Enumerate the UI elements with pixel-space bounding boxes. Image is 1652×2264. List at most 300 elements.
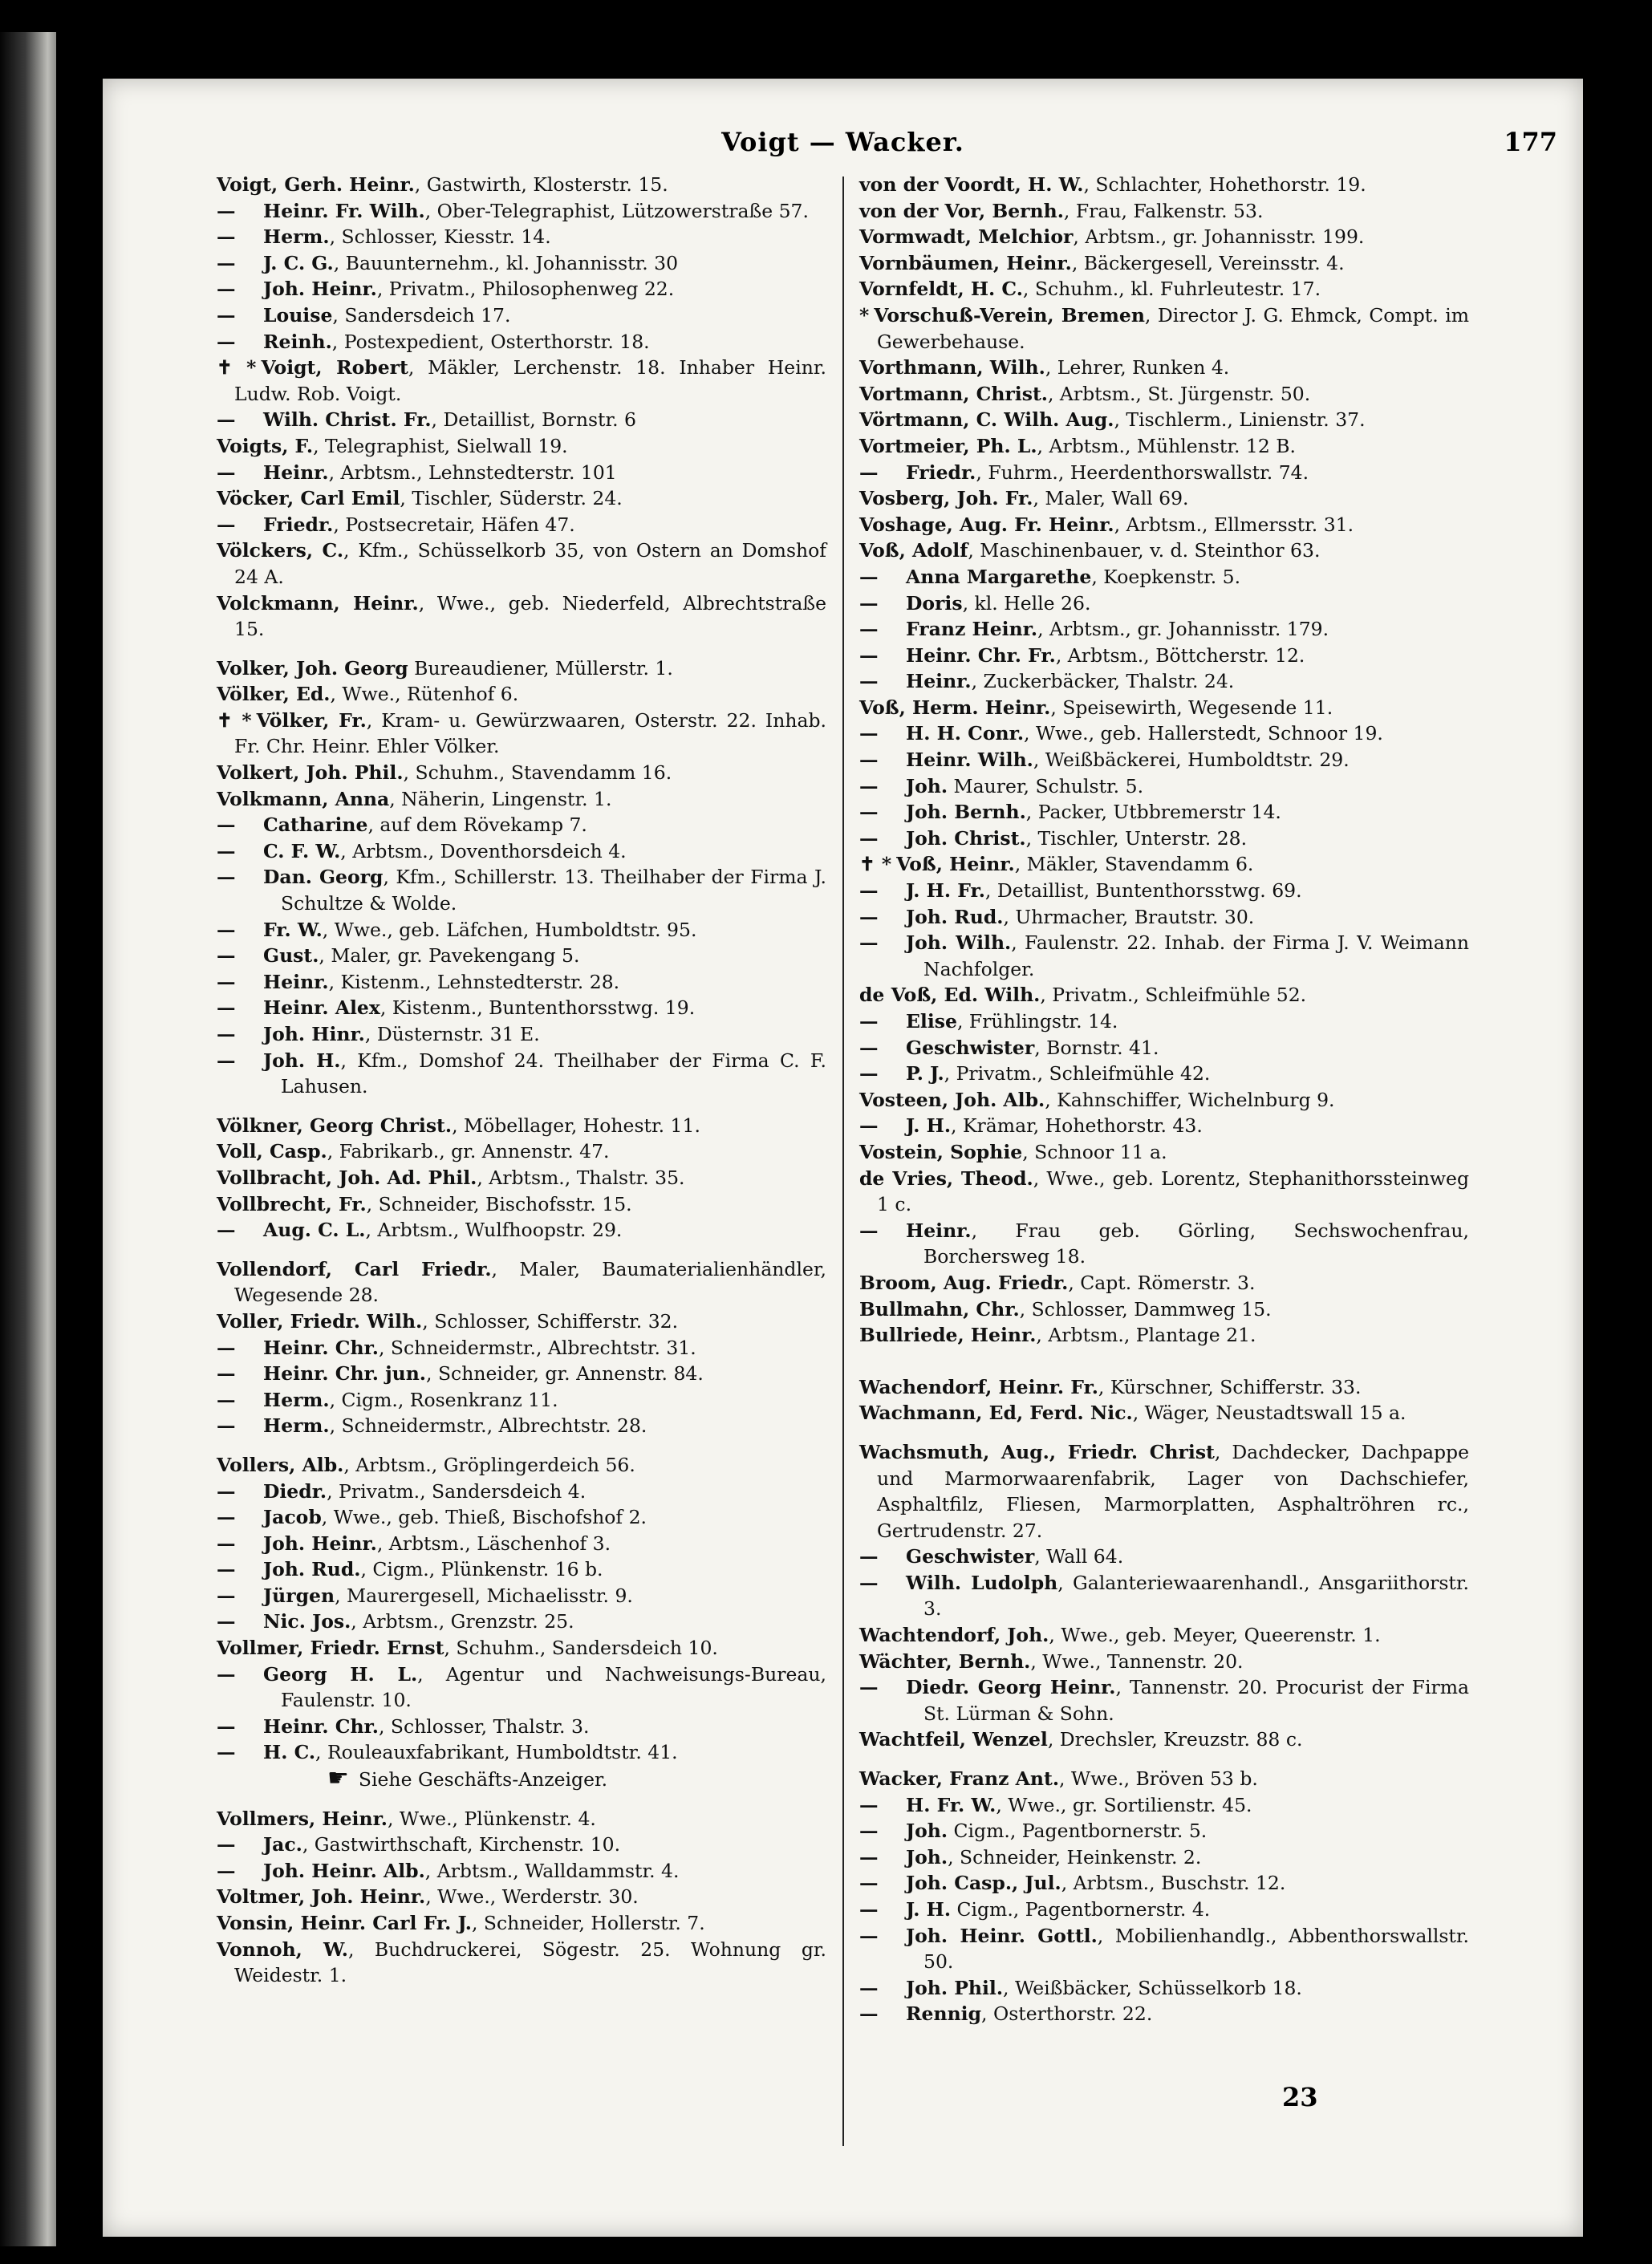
entry-details: , Arbtsm., St. Jürgenstr. 50. xyxy=(1047,382,1311,405)
entry-details: , Uhrmacher, Brautstr. 30. xyxy=(1003,905,1255,928)
entry-details: , Tischler, Unterstr. 28. xyxy=(1025,826,1248,850)
ditto-dash: — xyxy=(217,996,236,1020)
entry-name: Vollendorf, Carl Friedr. xyxy=(217,1257,492,1280)
entry-details: , Wwe., Rütenhof 6. xyxy=(330,683,519,706)
entry-details: , Näherin, Lingenstr. 1. xyxy=(389,787,612,810)
directory-entry xyxy=(859,1622,1469,1649)
entry-name: Vollers, Alb. xyxy=(217,1453,344,1476)
entry-name: Voß, Heinr. xyxy=(896,853,1015,876)
entry-details: , Schlosser, Dammweg 15. xyxy=(1019,1297,1272,1321)
directory-entry xyxy=(859,355,1469,381)
directory-entry xyxy=(859,407,1469,433)
entry-details: , Privatm., Schleifmühle 42. xyxy=(944,1062,1211,1085)
entry-details: , Tannenstr. 20. Procurist der Firma St. Lürman & Sohn. xyxy=(923,1676,1469,1725)
directory-entry xyxy=(859,302,1469,355)
directory-entry xyxy=(859,720,1469,747)
entry-name: Vollmer, Friedr. Ernst xyxy=(217,1637,444,1660)
entry-name: Vosberg, Joh. Fr. xyxy=(859,487,1033,510)
entry-name: Vonsin, Heinr. Carl Fr. J. xyxy=(217,1912,472,1934)
entry-details: , Privatm., Schleifmühle 52. xyxy=(1040,984,1307,1007)
ditto-dash: — xyxy=(217,866,236,889)
printer-signature: 23 xyxy=(1282,2082,1318,2112)
entry-name: Broom, Aug. Friedr. xyxy=(859,1271,1069,1294)
entry-name: Jürgen xyxy=(263,1584,335,1607)
ditto-dash: — xyxy=(217,1362,236,1386)
ditto-dash: — xyxy=(217,1049,236,1072)
ditto-dash: — xyxy=(859,565,879,588)
entry-details: Cigm., Pagentbornerstr. 5. xyxy=(948,1820,1208,1843)
entry-mark: ✝ * xyxy=(217,708,252,732)
directory-entry xyxy=(217,1479,826,1505)
entry-details: , Wwe., geb. Thieß, Bischofshof 2. xyxy=(321,1506,647,1529)
directory-entry xyxy=(217,1335,826,1361)
entry-name: de Vries, Theod. xyxy=(859,1166,1033,1190)
directory-entry xyxy=(217,1048,826,1100)
entry-name: Vorschuß-Verein, Bremen xyxy=(874,303,1145,327)
directory-entry xyxy=(859,668,1469,695)
entry-details: , Schlosser, Kiesstr. 14. xyxy=(329,225,551,249)
ditto-dash: — xyxy=(859,643,879,667)
directory-entry xyxy=(859,1674,1469,1726)
directory-entry xyxy=(217,681,826,708)
directory-entry xyxy=(217,760,826,786)
column-divider xyxy=(842,176,844,2146)
entry-name: Doris xyxy=(906,591,963,615)
entry-name: Völckers, C. xyxy=(217,539,344,562)
ditto-dash: — xyxy=(859,1062,879,1085)
directory-entry xyxy=(217,1504,826,1531)
entry-details: , Tischler, Süderstr. 24. xyxy=(400,487,623,510)
entry-details: , Maler, gr. Pavekengang 5. xyxy=(319,944,580,968)
directory-entry xyxy=(859,1923,1469,1975)
directory-entry xyxy=(217,1413,826,1439)
entry-details: , Ober-Telegraphist, Lützowerstraße 57. xyxy=(424,199,809,222)
directory-entry xyxy=(217,1583,826,1609)
entry-details: , Schneidermstr., Albrechtstr. 31. xyxy=(378,1336,696,1359)
entry-name: Bullmahn, Chr. xyxy=(859,1297,1020,1321)
directory-entry xyxy=(859,512,1469,538)
directory-entry xyxy=(217,172,826,198)
entry-name: Wachmann, Ed, Ferd. Nic. xyxy=(859,1402,1133,1425)
ditto-dash: — xyxy=(859,1820,879,1843)
entry-details: , Wwe., Werderstr. 30. xyxy=(425,1885,639,1909)
directory-entry xyxy=(217,1191,826,1218)
entry-name: Wächter, Bernh. xyxy=(859,1649,1031,1673)
directory-entry xyxy=(859,224,1469,250)
entry-name: Fr. W. xyxy=(263,918,323,941)
ditto-dash: — xyxy=(859,1219,879,1242)
directory-entry xyxy=(859,982,1469,1008)
directory-entry xyxy=(859,590,1469,617)
ditto-dash: — xyxy=(859,931,879,955)
entry-details: , Mäkler, Lerchenstr. 18. Inhaber Heinr. Ludw. Rob. Voigt. xyxy=(234,356,826,405)
ditto-dash: — xyxy=(859,1676,879,1699)
directory-entry xyxy=(217,1806,826,1832)
ditto-dash: — xyxy=(217,1388,236,1411)
entry-details: , Maschinenbauer, v. d. Steinthor 63. xyxy=(968,539,1321,562)
directory-entry xyxy=(859,1218,1469,1270)
entry-name: Voller, Friedr. Wilh. xyxy=(217,1309,423,1333)
entry-details: , Cigm., Rosenkranz 11. xyxy=(329,1388,558,1411)
ditto-dash: — xyxy=(217,1219,236,1242)
directory-entry xyxy=(859,747,1469,773)
entry-name: Wilh. Ludolph xyxy=(906,1571,1058,1594)
ditto-dash: — xyxy=(217,461,236,484)
ditto-dash: — xyxy=(859,1976,879,1999)
entry-details: , Postexpedient, Osterthorstr. 18. xyxy=(331,330,650,353)
directory-entry xyxy=(859,250,1469,277)
ditto-dash: — xyxy=(217,199,236,222)
entry-details: , Arbtsm., Walldammstr. 4. xyxy=(424,1859,680,1882)
entry-name: Reinh. xyxy=(263,330,332,353)
entry-details: , Wwe., geb. Hallerstedt, Schnoor 19. xyxy=(1024,722,1383,745)
entry-details: , Kahnschiffer, Wichelnburg 9. xyxy=(1045,1088,1335,1111)
entry-name: Voigt, Gerh. Heinr. xyxy=(217,173,415,196)
pointing-hand-icon: ☛ xyxy=(327,1764,349,1793)
directory-entry xyxy=(859,616,1469,643)
entry-details: , Krämar, Hohethorstr. 43. xyxy=(951,1114,1203,1138)
entry-details: , Arbtsm., Buschstr. 12. xyxy=(1061,1872,1286,1895)
directory-entry xyxy=(217,864,826,916)
ditto-dash: — xyxy=(217,813,236,837)
entry-details: , Schneidermstr., Albrechtstr. 28. xyxy=(329,1414,647,1438)
directory-page xyxy=(103,79,1583,2237)
directory-entry xyxy=(217,655,826,682)
ditto-dash: — xyxy=(859,801,879,824)
entry-gap xyxy=(217,643,826,655)
ditto-dash: — xyxy=(859,879,879,903)
ditto-dash: — xyxy=(859,1571,879,1594)
ditto-dash: — xyxy=(217,1741,236,1764)
ditto-dash: — xyxy=(859,1793,879,1816)
entry-details: , Arbtsm., Böttcherstr. 12. xyxy=(1055,643,1305,667)
ditto-dash: — xyxy=(217,278,236,301)
directory-entry xyxy=(217,969,826,996)
ditto-dash: — xyxy=(217,1532,236,1555)
entry-gap xyxy=(217,1439,826,1452)
ditto-dash: — xyxy=(859,774,879,797)
entry-details: , Schneider, Hollerstr. 7. xyxy=(471,1912,705,1934)
entry-details: , Schuhm., Stavendamm 16. xyxy=(403,761,672,785)
entry-name: Heinr. xyxy=(263,970,329,993)
ditto-dash: — xyxy=(859,670,879,693)
entry-details: , Arbtsm., Grenzstr. 25. xyxy=(351,1610,574,1633)
entry-name: Heinr. Chr. jun. xyxy=(263,1362,426,1386)
entry-details: , Frühlingstr. 14. xyxy=(956,1010,1118,1033)
directory-entry xyxy=(217,1138,826,1165)
directory-entry xyxy=(217,1531,826,1557)
ditto-dash: — xyxy=(217,303,236,327)
directory-entry xyxy=(859,1400,1469,1426)
entry-details: , Rouleauxfabrikant, Humboldtstr. 41. xyxy=(315,1741,678,1764)
entry-details: , Schuhm., kl. Fuhrleutestr. 17. xyxy=(1022,278,1321,301)
entry-name: Heinr. Fr. Wilh. xyxy=(263,199,425,222)
directory-entry xyxy=(859,1649,1469,1675)
entry-name: Friedr. xyxy=(906,461,976,484)
entry-details: , Postsecretair, Häfen 47. xyxy=(333,513,575,536)
entry-name: Vörtmann, C. Wilh. Aug. xyxy=(859,408,1114,432)
entry-details: Cigm., Pagentbornerstr. 4. xyxy=(951,1898,1211,1921)
directory-entry xyxy=(859,485,1469,512)
entry-name: Voigts, F. xyxy=(217,434,314,457)
directory-entry xyxy=(217,485,826,512)
directory-entry xyxy=(217,590,826,643)
directory-entry xyxy=(217,1937,826,1989)
entry-details: , Schnoor 11 a. xyxy=(1022,1140,1167,1163)
entry-details: , Director J. G. Ehmck, Compt. im Gewerbehause. xyxy=(877,303,1470,353)
entry-details: Maurer, Schulstr. 5. xyxy=(948,774,1144,797)
directory-entry xyxy=(859,1322,1469,1349)
directory-entry xyxy=(217,1308,826,1335)
ditto-dash: — xyxy=(859,1898,879,1921)
entry-details: , Faulenstr. 22. Inhab. der Firma J. V. Weimann Nachfolger. xyxy=(923,931,1469,980)
entry-mark: ✝ * xyxy=(859,853,892,876)
entry-name: Gust. xyxy=(263,944,319,968)
ditto-dash: — xyxy=(859,461,879,484)
ditto-dash: — xyxy=(217,1714,236,1738)
entry-details: , Wwe., Bröven 53 b. xyxy=(1059,1767,1258,1791)
entry-gap xyxy=(217,1100,826,1113)
entry-name: Völker, Ed. xyxy=(217,683,331,706)
entry-name: Voll, Casp. xyxy=(217,1140,327,1163)
entry-name: Vormwadt, Melchior xyxy=(859,225,1074,249)
directory-entry xyxy=(859,460,1469,486)
entry-details: , Arbtsm., Gröplingerdeich 56. xyxy=(343,1453,635,1476)
directory-entry xyxy=(217,1832,826,1858)
directory-entry xyxy=(859,1035,1469,1061)
entry-details: , Wwe., geb. Lorentz, Stephanithorssteinweg 1 c. xyxy=(877,1166,1469,1216)
ditto-dash: — xyxy=(217,1336,236,1359)
directory-entry xyxy=(217,1858,826,1885)
entry-name: Joh. Bernh. xyxy=(906,801,1026,824)
entry-name: Geschwister xyxy=(906,1036,1035,1059)
directory-entry xyxy=(859,1818,1469,1844)
directory-entry xyxy=(217,276,826,302)
directory-entry xyxy=(859,878,1469,904)
entry-details: , Wall 64. xyxy=(1034,1545,1124,1568)
entry-name: Voß, Herm. Heinr. xyxy=(859,696,1051,719)
ditto-dash: — xyxy=(217,1558,236,1581)
entry-details: , Arbtsm., Mühlenstr. 12 B. xyxy=(1037,434,1297,457)
entry-name: Herm. xyxy=(263,1388,330,1411)
directory-entry xyxy=(217,1910,826,1937)
directory-entry xyxy=(859,1570,1469,1622)
ditto-dash: — xyxy=(217,408,236,432)
directory-entry xyxy=(217,224,826,250)
entry-details: , Maurergesell, Michaelisstr. 9. xyxy=(335,1584,633,1607)
directory-entry xyxy=(217,329,826,355)
directory-entry xyxy=(859,1726,1469,1753)
cross-reference-text: Siehe Geschäfts-Anzeiger. xyxy=(358,1768,608,1791)
entry-details: , Arbtsm., gr. Johannisstr. 199. xyxy=(1073,225,1365,249)
entry-name: Vonnoh, W. xyxy=(217,1937,348,1961)
entry-name: Heinr. Chr. xyxy=(263,1336,379,1359)
entry-name: Nic. Jos. xyxy=(263,1610,351,1633)
directory-entry xyxy=(217,1361,826,1387)
entry-gap xyxy=(217,1793,826,1806)
entry-details: Bureaudiener, Müllerstr. 1. xyxy=(408,656,673,680)
entry-details: , Detaillist, Bornstr. 6 xyxy=(431,408,636,432)
entry-name: Vornfeldt, H. C. xyxy=(859,278,1023,301)
directory-entry xyxy=(217,838,826,865)
entry-gap xyxy=(859,1753,1469,1766)
entry-name: Elise xyxy=(906,1010,957,1033)
entry-name: Joh. Heinr. Gottl. xyxy=(906,1924,1098,1947)
directory-entry xyxy=(859,1139,1469,1166)
directory-entry xyxy=(859,1008,1469,1035)
directory-entry xyxy=(859,930,1469,982)
entry-details: , Capt. Römerstr. 3. xyxy=(1068,1271,1256,1294)
entry-gap xyxy=(859,1361,1469,1374)
entry-details: , Gastwirthschaft, Kirchenstr. 10. xyxy=(302,1833,621,1856)
entry-details: , Drechsler, Kreuzstr. 88 c. xyxy=(1047,1728,1303,1751)
book-spine-shadow xyxy=(0,32,56,2246)
entry-details: , Arbtsm., Thalstr. 35. xyxy=(477,1166,685,1189)
entry-details: , Schneider, gr. Annenstr. 84. xyxy=(426,1362,704,1386)
entry-name: J. C. G. xyxy=(263,251,334,274)
entry-name: Diedr. Georg Heinr. xyxy=(906,1676,1116,1699)
entry-name: Heinr. Chr. Fr. xyxy=(906,643,1056,667)
ditto-dash: — xyxy=(217,944,236,968)
entry-name: Volckmann, Heinr. xyxy=(217,591,419,615)
entry-name: von der Voordt, H. W. xyxy=(859,173,1084,196)
entry-name: Joh. Rud. xyxy=(263,1558,361,1581)
entry-details: , Wwe., geb. Läfchen, Humboldtstr. 95. xyxy=(322,918,697,941)
entry-details: , Arbtsm., Ellmersstr. 31. xyxy=(1114,513,1354,536)
directory-entry xyxy=(217,1635,826,1661)
entry-name: Volkert, Joh. Phil. xyxy=(217,761,404,785)
directory-entry xyxy=(217,250,826,277)
directory-entry xyxy=(859,1844,1469,1871)
directory-entry xyxy=(859,851,1469,878)
entry-name: Wacker, Franz Ant. xyxy=(859,1767,1059,1791)
entry-details: , Sandersdeich 17. xyxy=(332,303,511,327)
entry-name: H. H. Conr. xyxy=(906,722,1025,745)
entry-name: J. H. xyxy=(906,1898,952,1921)
entry-name: Joh. Heinr. Alb. xyxy=(263,1859,425,1882)
entry-gap xyxy=(859,1426,1469,1439)
directory-entry xyxy=(859,1792,1469,1819)
ditto-dash: — xyxy=(859,1114,879,1138)
entry-details: , Arbtsm., Lehnstedterstr. 101 xyxy=(328,461,617,484)
entry-name: Voltmer, Joh. Heinr. xyxy=(217,1885,426,1909)
ditto-dash: — xyxy=(217,1833,236,1856)
entry-name: Völker, Fr. xyxy=(256,708,367,732)
directory-entry xyxy=(217,812,826,838)
entry-details: , Wwe., Tannenstr. 20. xyxy=(1030,1649,1244,1673)
directory-entry xyxy=(217,433,826,460)
entry-name: Wilh. Christ. Fr. xyxy=(263,408,432,432)
directory-entry xyxy=(217,1661,826,1714)
ditto-dash: — xyxy=(217,1023,236,1045)
entry-name: Heinr. Wilh. xyxy=(906,749,1033,772)
entry-details: , auf dem Rövekamp 7. xyxy=(367,813,587,837)
entry-name: Vortmeier, Ph. L. xyxy=(859,434,1037,457)
ditto-dash: — xyxy=(217,1610,236,1633)
ditto-dash: — xyxy=(859,1872,879,1895)
entry-name: J. H. Fr. xyxy=(906,879,985,903)
directory-entry xyxy=(859,1270,1469,1296)
entry-name: Wachtendorf, Joh. xyxy=(859,1624,1049,1647)
entry-name: Joh. Heinr. xyxy=(263,1532,377,1555)
entry-name: P. J. xyxy=(906,1062,944,1085)
entry-name: Voigt, Robert xyxy=(261,356,408,379)
entry-name: Jac. xyxy=(263,1833,302,1856)
entry-name: Joh. Phil. xyxy=(906,1976,1004,1999)
entry-name: Anna Margarethe xyxy=(906,565,1092,588)
entry-details: , Arbtsm., Plantage 21. xyxy=(1036,1324,1256,1347)
directory-entry xyxy=(859,172,1469,198)
ditto-dash: — xyxy=(859,1036,879,1059)
entry-name: Franz Heinr. xyxy=(906,618,1038,641)
entry-details: , kl. Helle 26. xyxy=(962,591,1091,615)
directory-entry xyxy=(217,1165,826,1191)
directory-entry xyxy=(859,1087,1469,1114)
directory-entry xyxy=(859,643,1469,669)
entry-name: Vorthmann, Wilh. xyxy=(859,356,1045,379)
entry-details: , Wwe., gr. Sortilienstr. 45. xyxy=(996,1793,1252,1816)
directory-entry xyxy=(217,198,826,225)
entry-name: Diedr. xyxy=(263,1479,327,1503)
directory-entry xyxy=(859,538,1469,564)
directory-entry xyxy=(217,1884,826,1910)
directory-entry xyxy=(859,1113,1469,1139)
entry-details: , Mäkler, Stavendamm 6. xyxy=(1014,853,1254,876)
directory-entry xyxy=(217,786,826,813)
entry-details: , Wwe., Plünkenstr. 4. xyxy=(387,1807,596,1830)
entry-mark: ✝ * xyxy=(217,356,257,379)
entry-name: H. Fr. W. xyxy=(906,1793,996,1816)
directory-entry xyxy=(217,1739,826,1766)
entry-details: , Kistenm., Lehnstedterstr. 28. xyxy=(328,970,620,993)
ditto-dash: — xyxy=(217,1584,236,1607)
directory-entry xyxy=(859,1061,1469,1087)
entry-name: Catharine xyxy=(263,813,368,837)
directory-entry xyxy=(217,1452,826,1479)
entry-name: Joh. xyxy=(906,1820,948,1843)
entry-details: , Düsternstr. 31 E. xyxy=(364,1023,540,1045)
entry-details: , Maler, Baumaterialienhändler, Wegesende 28. xyxy=(234,1257,827,1307)
entry-details: , Dachdecker, Dachpappe und Marmorwaarenfabrik, Lager von Dachschiefer, Asphaltfilz, Fliesen, Marmorplatten, Asphaltröhren rc., Gertrudenstr. 27. xyxy=(877,1440,1470,1542)
entry-details: , Privatm., Sandersdeich 4. xyxy=(327,1479,587,1503)
directory-entry xyxy=(859,276,1469,302)
entry-details: , Arbtsm., Läschenhof 3. xyxy=(376,1532,611,1555)
directory-entry xyxy=(859,1166,1469,1218)
directory-entry xyxy=(859,1975,1469,2002)
directory-entry xyxy=(217,1256,826,1308)
entry-details: , Fuhrm., Heerdenthorswallstr. 74. xyxy=(976,461,1309,484)
entry-details: , Fabrikarb., gr. Annenstr. 47. xyxy=(327,1140,610,1163)
entry-name: Vostein, Sophie xyxy=(859,1140,1023,1163)
ditto-dash: — xyxy=(217,1506,236,1529)
directory-entry xyxy=(859,695,1469,721)
entry-mark: * xyxy=(859,303,870,327)
entry-name: de Voß, Ed. Wilh. xyxy=(859,984,1041,1007)
ditto-dash: — xyxy=(859,591,879,615)
directory-entry xyxy=(217,1387,826,1414)
directory-entry xyxy=(217,407,826,433)
entry-details: , Packer, Utbbremerstr 14. xyxy=(1025,801,1281,824)
entry-name: von der Vor, Bernh. xyxy=(859,199,1064,222)
entry-details: , Wäger, Neustadtswall 15 a. xyxy=(1132,1402,1406,1425)
entry-details: , Kürschner, Schifferstr. 33. xyxy=(1098,1375,1362,1398)
directory-entry xyxy=(217,302,826,329)
entry-details: , Zuckerbäcker, Thalstr. 24. xyxy=(971,670,1235,693)
directory-entry xyxy=(859,1544,1469,1570)
directory-entry xyxy=(859,381,1469,408)
directory-entry xyxy=(859,1766,1469,1792)
ditto-dash: — xyxy=(217,1479,236,1503)
